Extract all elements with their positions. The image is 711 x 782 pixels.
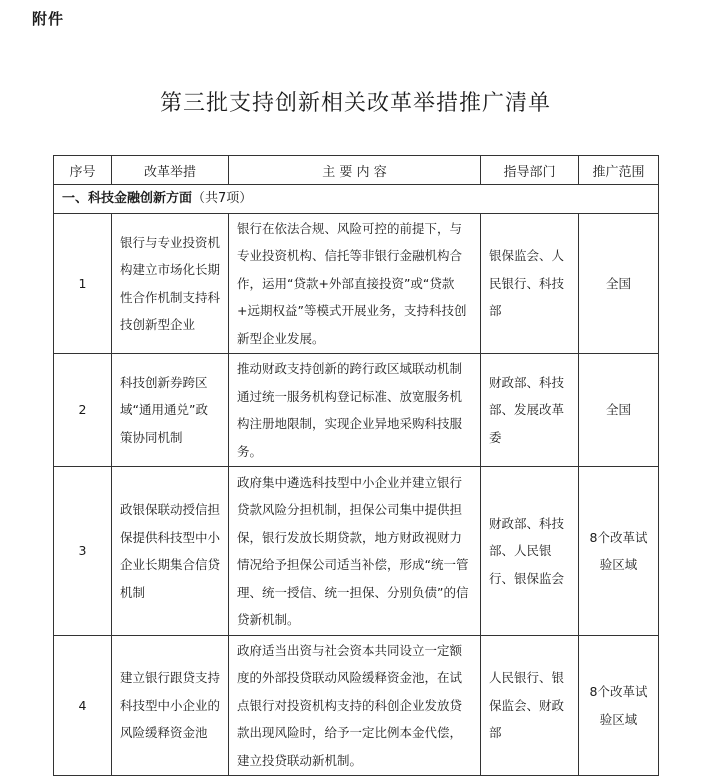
- section-count: （共7项）: [192, 191, 253, 206]
- attachment-label: 附件: [32, 10, 65, 28]
- row-scope: 全国: [579, 354, 659, 467]
- row-scope: 8个改革试验区域: [579, 636, 659, 776]
- row-content: 银行在依法合规、风险可控的前提下，与专业投资机构、信托等非银行金融机构合作，运用“贷款+外部直接投资”或“贷款+远期权益”等模式开展业务，支持科技创新型企业发展。: [229, 214, 481, 354]
- section-row: [54, 185, 659, 214]
- section-name: 一、科技金融创新方面: [62, 191, 193, 206]
- document-title: 第三批支持创新相关改革举措推广清单: [159, 91, 551, 116]
- row-scope: 8个改革试验区域: [579, 467, 659, 636]
- row-number: 3: [54, 467, 112, 636]
- table-row: [54, 636, 659, 776]
- row-department: 财政部、科技部、发展改革委: [481, 354, 579, 467]
- reform-measures-table: [53, 155, 659, 776]
- column-header-number: 序号: [54, 156, 112, 185]
- row-department: 财政部、科技部、人民银行、银保监会: [481, 467, 579, 636]
- column-header-scope: 推广范围: [579, 156, 659, 185]
- row-scope: 全国: [579, 214, 659, 354]
- row-measure: 科技创新券跨区域“通用通兑”政策协同机制: [112, 354, 229, 467]
- row-content: 政府适当出资与社会资本共同设立一定额度的外部投贷联动风险缓释资金池，在试点银行对投资机构支持的科创企业发放贷款出现风险时，给予一定比例本金代偿，建立投贷联动新机制。: [229, 636, 481, 776]
- row-content: 政府集中遴选科技型中小企业并建立银行贷款风险分担机制，担保公司集中提供担保，银行发放长期贷款，地方财政视财力情况给予担保公司适当补偿，形成“统一管理、统一授信、统一担保、分别负债”的信贷新机制。: [229, 467, 481, 636]
- row-content: 推动财政支持创新的跨行政区域联动机制通过统一服务机构登记标准、放宽服务机构注册地限制，实现企业异地采购科技服务。: [229, 354, 481, 467]
- column-header-department: 指导部门: [481, 156, 579, 185]
- row-number: 2: [54, 354, 112, 467]
- row-measure: 政银保联动授信担保提供科技型中小企业长期集合信贷机制: [112, 467, 229, 636]
- row-department: 银保监会、人民银行、科技部: [481, 214, 579, 354]
- table-row: [54, 467, 659, 636]
- table-row: [54, 354, 659, 467]
- column-header-content: 主 要 内 容: [229, 156, 481, 185]
- row-number: 1: [54, 214, 112, 354]
- section-title: [54, 185, 659, 214]
- row-measure: 建立银行跟贷支持科技型中小企业的风险缓释资金池: [112, 636, 229, 776]
- column-header-measure: 改革举措: [112, 156, 229, 185]
- table-header-row: [54, 156, 659, 185]
- row-measure: 银行与专业投资机构建立市场化长期性合作机制支持科技创新型企业: [112, 214, 229, 354]
- row-number: 4: [54, 636, 112, 776]
- row-department: 人民银行、银保监会、财政部: [481, 636, 579, 776]
- table-row: [54, 214, 659, 354]
